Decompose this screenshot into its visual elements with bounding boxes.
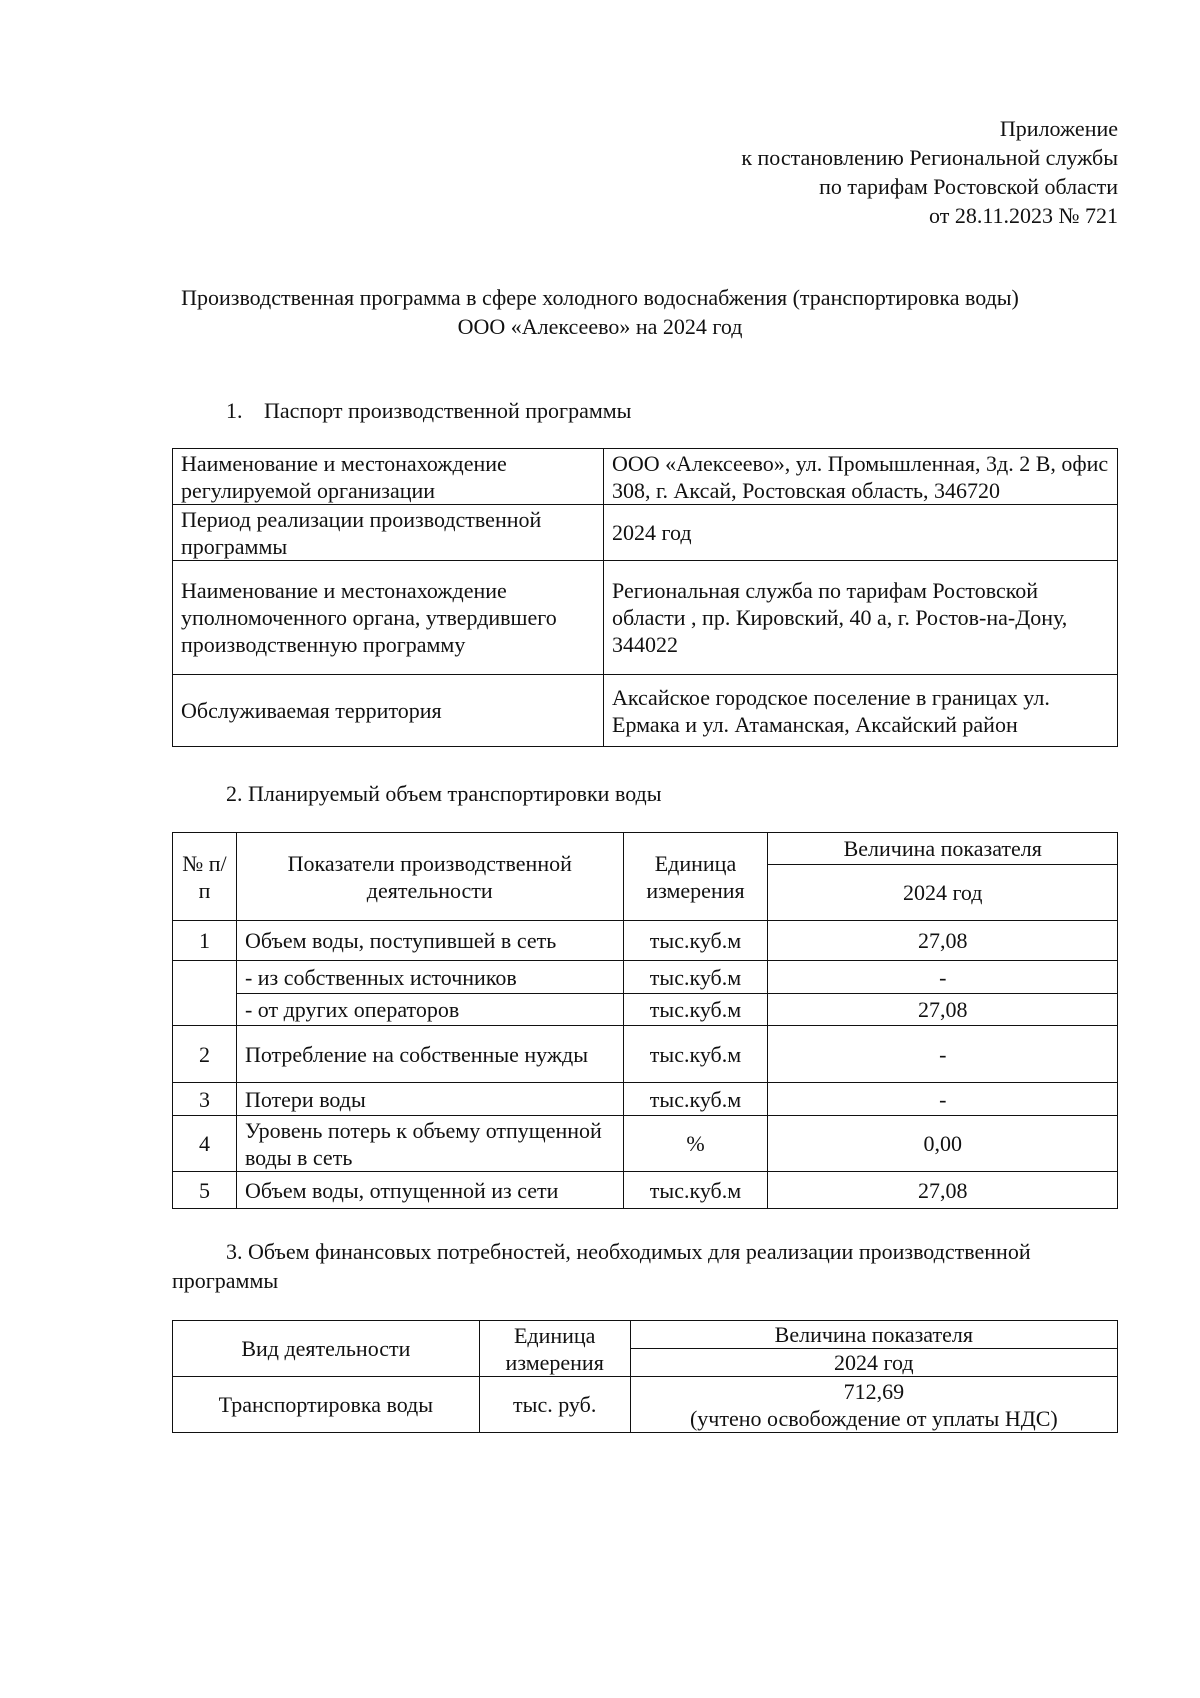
table-row xyxy=(173,1116,1118,1172)
passport-value: Региональная служба по тарифам Ростовской области , пр. Кировский, 40 а, г. Ростов-на-Дону, 344022 xyxy=(604,561,1118,675)
table-row xyxy=(173,1083,1118,1116)
col-header-year: 2024 год xyxy=(768,865,1118,921)
col-header-value: Величина показателя xyxy=(630,1321,1117,1349)
section1-title: Паспорт производственной программы xyxy=(264,398,632,423)
row-indicator: Потери воды xyxy=(236,1083,623,1116)
row-unit: % xyxy=(623,1116,768,1172)
table-row xyxy=(173,1377,1118,1433)
table-row xyxy=(173,961,1118,994)
row-indicator: Объем воды, поступившей в сеть xyxy=(236,921,623,961)
passport-row xyxy=(173,449,1118,505)
col-header-number: № п/п xyxy=(173,833,237,921)
passport-label: Наименование и местонахождение уполномоченного органа, утвердившего производственную программу xyxy=(173,561,604,675)
finance-table xyxy=(172,1320,1118,1433)
row-value: 27,08 xyxy=(768,1172,1118,1209)
row-value: 712,69 xyxy=(843,1378,905,1404)
row-indicator: Потребление на собственные нужды xyxy=(236,1026,623,1083)
passport-label: Наименование и местонахождение регулируемой организации xyxy=(173,449,604,505)
passport-table xyxy=(172,448,1118,747)
passport-row xyxy=(173,505,1118,561)
appendix-date-number: от 28.11.2023 № 721 xyxy=(929,203,1118,228)
table-row xyxy=(173,994,1118,1026)
passport-row xyxy=(173,675,1118,747)
col-header-indicator: Показатели производственной деятельности xyxy=(236,833,623,921)
row-value: - xyxy=(768,961,1118,994)
passport-value: 2024 год xyxy=(604,505,1118,561)
passport-value: Аксайское городское поселение в границах ул. Ермака и ул. Атаманская, Аксайский район xyxy=(604,675,1118,747)
table-row xyxy=(173,1172,1118,1209)
table-row xyxy=(173,1026,1118,1083)
row-value: - xyxy=(768,1026,1118,1083)
row-number xyxy=(173,961,237,1026)
section2-heading: 2. Планируемый объем транспортировки воды xyxy=(226,781,662,806)
row-indicator: Уровень потерь к объему отпущенной воды в сеть xyxy=(236,1116,623,1172)
passport-label: Период реализации производственной программы xyxy=(173,505,604,561)
row-value-cell xyxy=(630,1377,1117,1433)
row-number: 5 xyxy=(173,1172,237,1209)
row-unit: тыс.куб.м xyxy=(623,921,768,961)
row-value: 27,08 xyxy=(768,921,1118,961)
appendix-authority: по тарифам Ростовской области xyxy=(819,174,1118,199)
row-indicator: - от других операторов xyxy=(236,994,623,1026)
appendix-resolution: к постановлению Региональной службы xyxy=(741,145,1118,170)
document-title-line1: Производственная программа в сфере холодного водоснабжения (транспортировка воды) xyxy=(181,285,1019,310)
row-number: 4 xyxy=(173,1116,237,1172)
document-title-line2: ООО «Алексеево» на 2024 год xyxy=(457,314,743,339)
passport-value: ООО «Алексеево», ул. Промышленная, 3д. 2 В, офис 308, г. Аксай, Ростовская область, 346720 xyxy=(604,449,1118,505)
document-title xyxy=(120,283,1080,341)
col-header-unit: Единица измерения xyxy=(623,833,768,921)
row-activity: Транспортировка воды xyxy=(173,1377,480,1433)
col-header-unit: Единица измерения xyxy=(479,1321,630,1377)
volume-header-row xyxy=(173,833,1118,865)
row-value: - xyxy=(768,1083,1118,1116)
row-number: 1 xyxy=(173,921,237,961)
appendix-label: Приложение xyxy=(999,116,1118,141)
finance-header-row xyxy=(173,1321,1118,1349)
appendix-header xyxy=(741,114,1118,230)
row-value: 0,00 xyxy=(768,1116,1118,1172)
row-indicator: - из собственных источников xyxy=(236,961,623,994)
row-number: 2 xyxy=(173,1026,237,1083)
col-header-value: Величина показателя xyxy=(768,833,1118,865)
row-indicator: Объем воды, отпущенной из сети xyxy=(236,1172,623,1209)
row-unit: тыс.куб.м xyxy=(623,1083,768,1116)
section1-heading xyxy=(226,396,631,425)
row-unit: тыс.куб.м xyxy=(623,1172,768,1209)
row-number: 3 xyxy=(173,1083,237,1116)
table-row xyxy=(173,921,1118,961)
row-unit: тыс. руб. xyxy=(479,1377,630,1433)
row-unit: тыс.куб.м xyxy=(623,961,768,994)
col-header-year: 2024 год xyxy=(630,1349,1117,1377)
section3-heading: 3. Объем финансовых потребностей, необходимых для реализации производственной программы xyxy=(172,1239,1031,1293)
row-value: 27,08 xyxy=(768,994,1118,1026)
col-header-activity: Вид деятельности xyxy=(173,1321,480,1377)
volume-table xyxy=(172,832,1118,1209)
passport-row xyxy=(173,561,1118,675)
section1-number: 1. xyxy=(226,398,243,423)
passport-label: Обслуживаемая территория xyxy=(173,675,604,747)
row-unit: тыс.куб.м xyxy=(623,994,768,1026)
row-unit: тыс.куб.м xyxy=(623,1026,768,1083)
row-value-note: (учтено освобождение от уплаты НДС) xyxy=(689,1405,1058,1431)
